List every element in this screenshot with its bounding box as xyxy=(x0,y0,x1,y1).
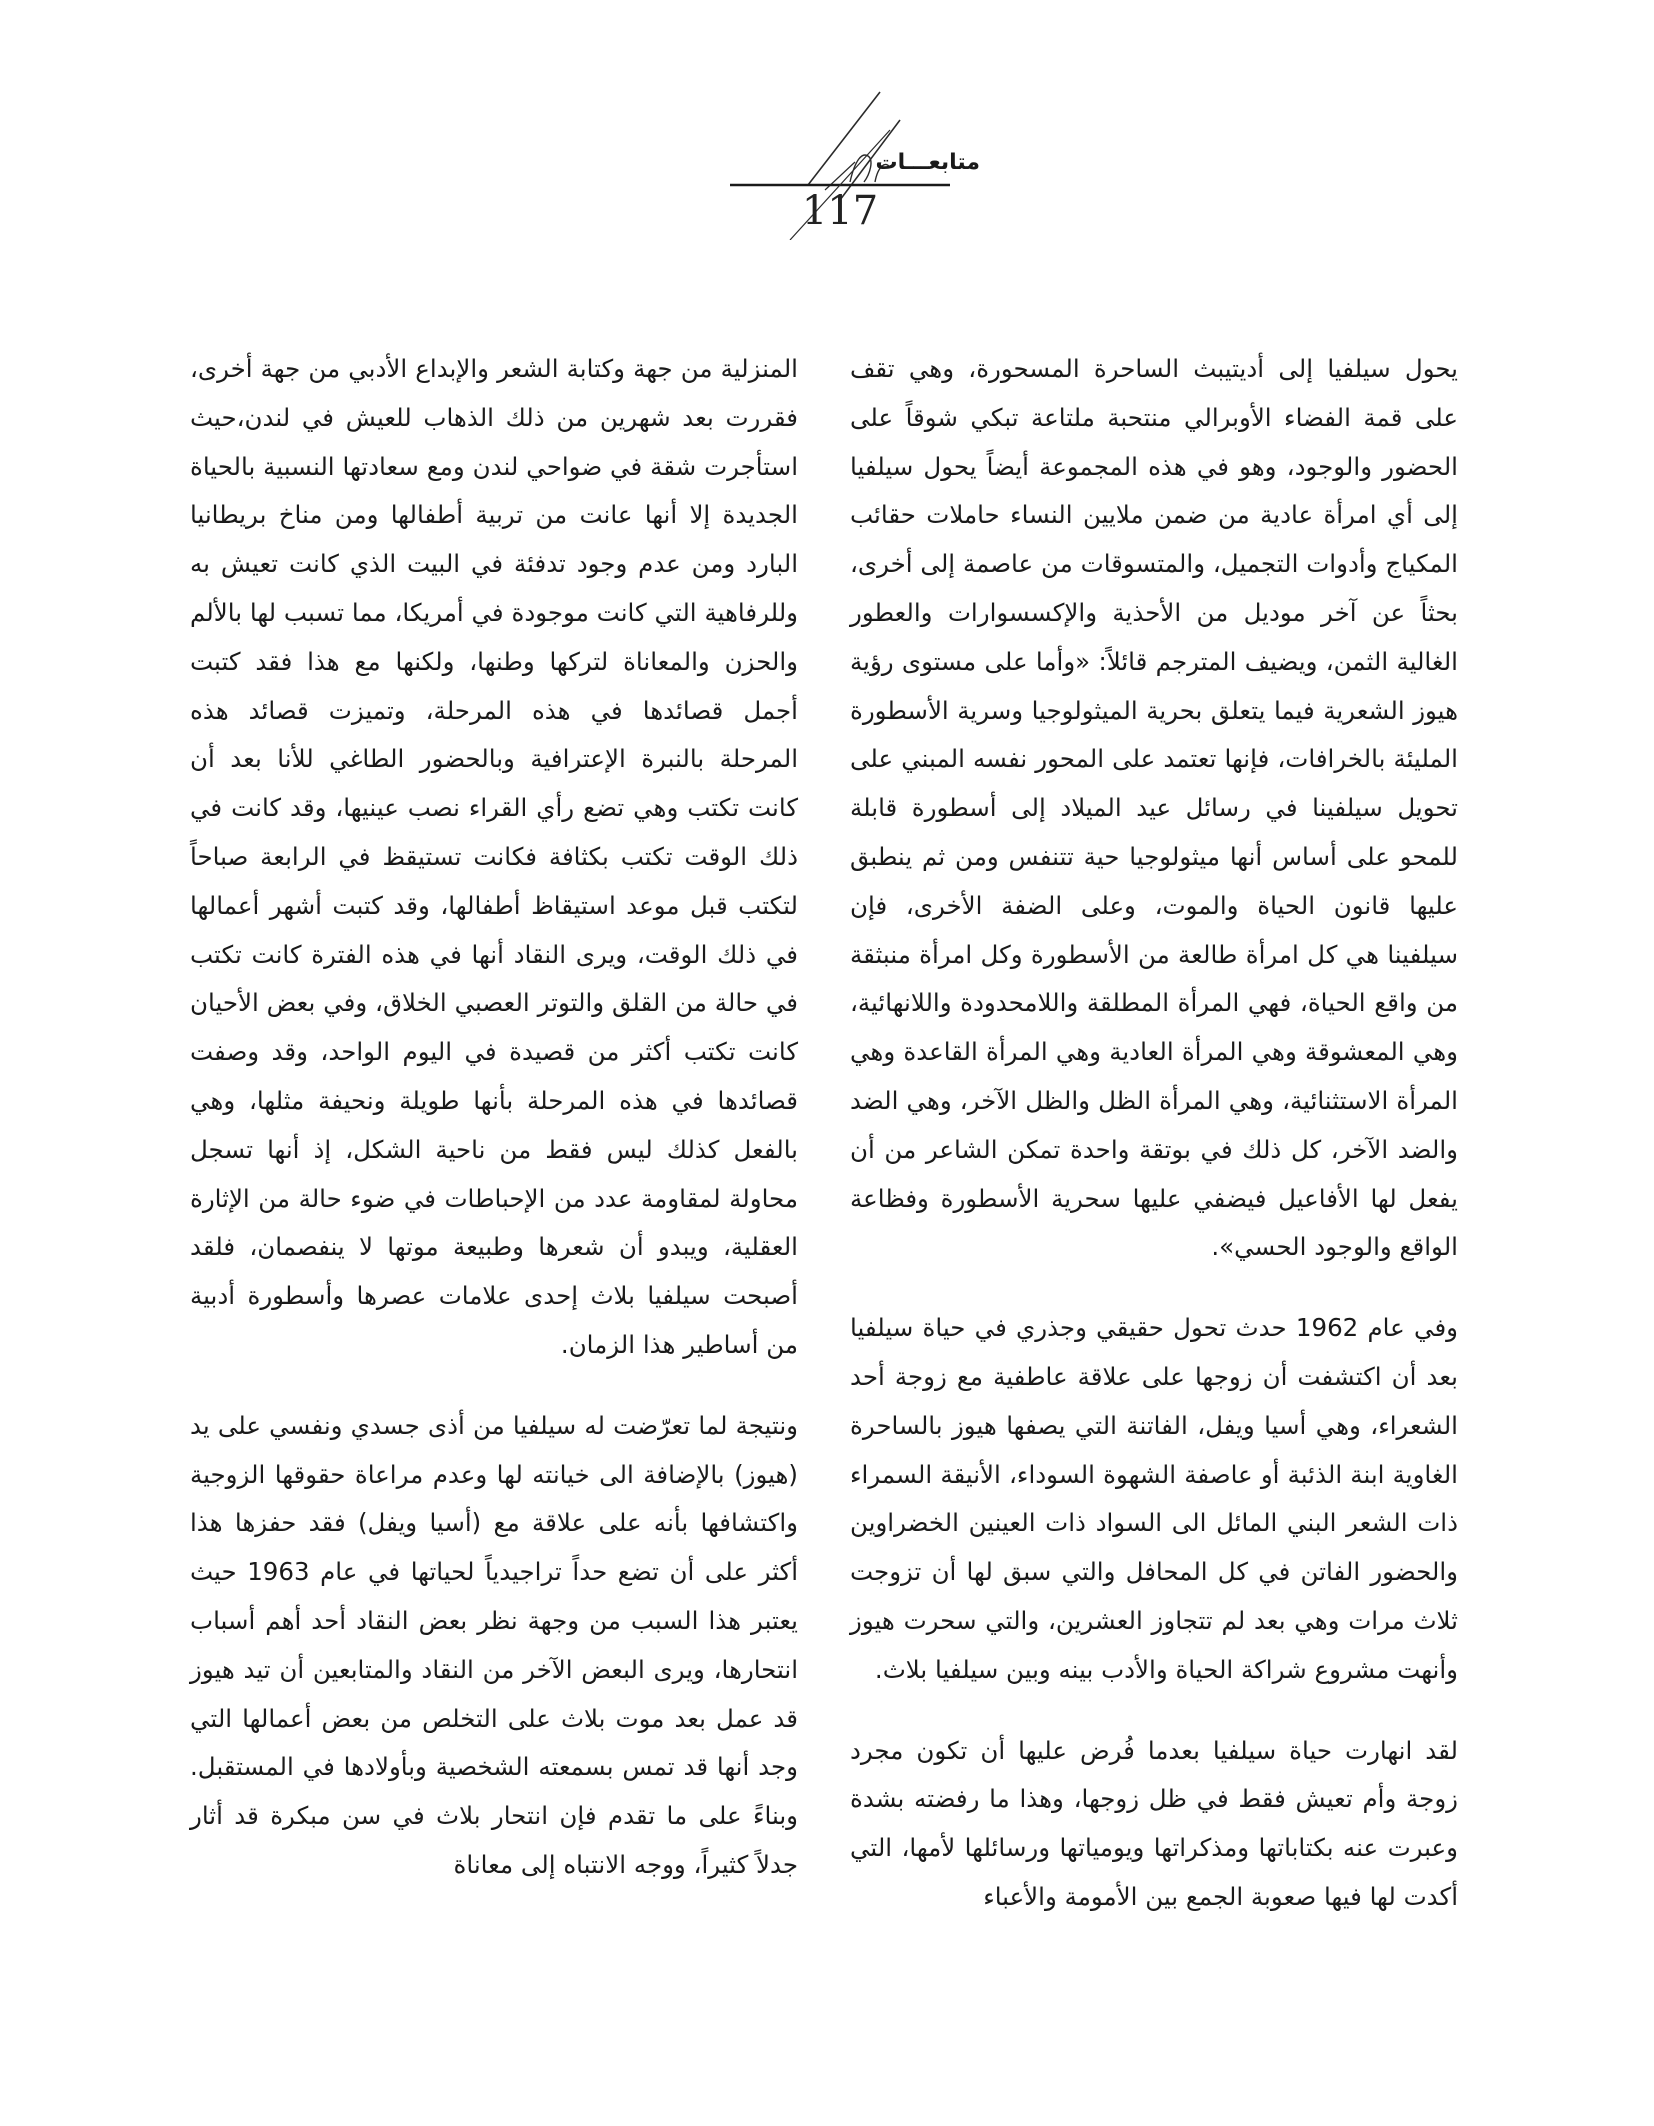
paragraph: يحول سيلفيا إلى أديتيبث الساحرة المسحورة، وهي تقف على قمة الفضاء الأوبرالي منتحبة ملتاعة تبكي شوقاً على الحضور والوجود، وهو في هذه المجموعة أيضاً يحول سيلفيا إلى أي امرأة عادية من ضمن ملايين النساء حاملات حقائب المكياج وأدوات التجميل، والمتسوقات من عاصمة إلى أخرى، بحثاً عن آخر موديل من الأحذية والإكسسوارات والعطور الغالية الثمن، ويضيف المترجم قائلاً: «وأما على مستوى رؤية هيوز الشعرية فيما يتعلق بحرية الميثولوجيا وسرية الأسطورة المليئة بالخرافات، فإنها تعتمد على المحور نفسه المبني على تحويل سيلفينا في رسائل عيد الميلاد إلى أسطورة قابلة للمحو على أساس أنها ميثولوجيا حية تتنفس ومن ثم ينطبق عليها قانون الحياة والموت، وعلى الضفة الأخرى، فإن سيلفينا هي كل امرأة طالعة من الأسطورة وكل امرأة منبثقة من واقع الحياة، فهي المرأة المطلقة واللامحدودة واللانهائية، وهي المعشوقة وهي المرأة العادية وهي المرأة القاعدة وهي المرأة الاستثنائية، وهي المرأة الظل والظل الآخر، وهي الضد والضد الآخر، كل ذلك في بوتقة واحدة تمكن الشاعر من أن يفعل لها الأفاعيل فيضفي عليها سحرية الأسطورة وفظاعة الواقع والوجود الحسي». xyxy=(850,354,1458,1262)
article-column-right xyxy=(850,345,1458,1954)
section-label: متابعـــات xyxy=(875,150,980,175)
article-column-left xyxy=(190,345,798,1922)
paragraph: ونتيجة لما تعرّضت له سيلفيا من أذى جسدي ونفسي على يد (هيوز) بالإضافة الى خيانته لها وعدم مراعاة حقوقها الزوجية واكتشافها بأنه على علاقة مع (أسيا ويفل) فقد حفزها هذا أكثر على أن تضع حداً تراجيدياً لحياتها في عام 1963 حيث يعتبر هذا السبب من وجهة نظر بعض النقاد أحد أهم أسباب انتحارها، ويرى البعض الآخر من النقاد والمتابعين أن تيد هيوز قد عمل بعد موت بلاث على التخلص من بعض أعمالها التي وجد أنها قد تمس بسمعته الشخصية وبأولادها في المستقبل. وبناءً على ما تقدم فإن انتحار بلاث في سن مبكرة قد أثار جدلاً كثيراً، ووجه الانتباه إلى معاناة xyxy=(190,1410,798,1879)
paragraph: لقد انهارت حياة سيلفيا بعدما فُرض عليها أن تكون مجرد زوجة وأم تعيش فقط في ظل زوجها، وهذا ما رفضته بشدة وعبرت عنه بكتاباتها ومذكراتها ويومياتها ورسائلها لأمها، التي أكدت لها فيها صعوبة الجمع بين الأمومة والأعباء xyxy=(850,1735,1458,1911)
paragraph: وفي عام 1962 حدث تحول حقيقي وجذري في حياة سيلفيا بعد أن اكتشفت أن زوجها على علاقة عاطفية مع زوجة أحد الشعراء، وهي أسيا ويفل، الفاتنة التي يصفها هيوز بالساحرة الغاوية ابنة الذئبة أو عاصفة الشهوة السوداء، الأنيقة السمراء ذات الشعر البني المائل الى السواد ذات العينين الخضراوين والحضور الفاتن في كل المحافل والتي سبق لها أن تزوجت ثلاث مرات وهي بعد لم تتجاوز العشرين، والتي سحرت هيوز وأنهت مشروع شراكة الحياة والأدب بينه وبين سيلفيا بلاث. xyxy=(850,1313,1459,1684)
paragraph: المنزلية من جهة وكتابة الشعر والإبداع الأدبي من جهة أخرى، فقررت بعد شهرين من ذلك الذهاب للعيش في لندن،حيث استأجرت شقة في ضواحي لندن ومع سعادتها النسبية بالحياة الجديدة إلا أنها عانت من تربية أطفالها ومن مناخ بريطانيا البارد ومن عدم وجود تدفئة في البيت الذي كانت تعيش به وللرفاهية التي كانت موجودة في أمريكا، مما تسبب لها بالألم والحزن والمعاناة لتركها وطنها، ولكنها مع هذا فقد كتبت أجمل قصائدها في هذه المرحلة، وتميزت قصائد هذه المرحلة بالنبرة الإعترافية وبالحضور الطاغي للأنا بعد أن كانت تكتب وهي تضع رأي القراء نصب عينيها، وقد كانت في ذلك الوقت تكتب بكثافة فكانت تستيقظ في الرابعة صباحاً لتكتب قبل موعد استيقاظ أطفالها، وقد كتبت أشهر أعمالها في ذلك الوقت، ويرى النقاد أنها في هذه الفترة كانت تكتب في حالة من القلق والتوتر العصبي الخلاق، وفي بعض الأحيان كانت تكتب أكثر من قصيدة في اليوم الواحد، وقد وصفت قصائدها في هذه المرحلة بأنها طويلة ونحيفة مثلها، وهي بالفعل كذلك ليس فقط من ناحية الشكل، إذ أنها تسجل محاولة لمقاومة عدد من الإحباطات في ضوء حالة من الإثارة العقلية، ويبدو أن شعرها وطبيعة موتها لا ينفصمان، فلقد أصبحت سيلفيا بلاث إحدى علامات عصرها وأسطورة أدبية من أساطير هذا الزمان. xyxy=(190,354,798,1359)
page-number: 117 xyxy=(801,188,879,234)
page-header xyxy=(690,90,980,240)
